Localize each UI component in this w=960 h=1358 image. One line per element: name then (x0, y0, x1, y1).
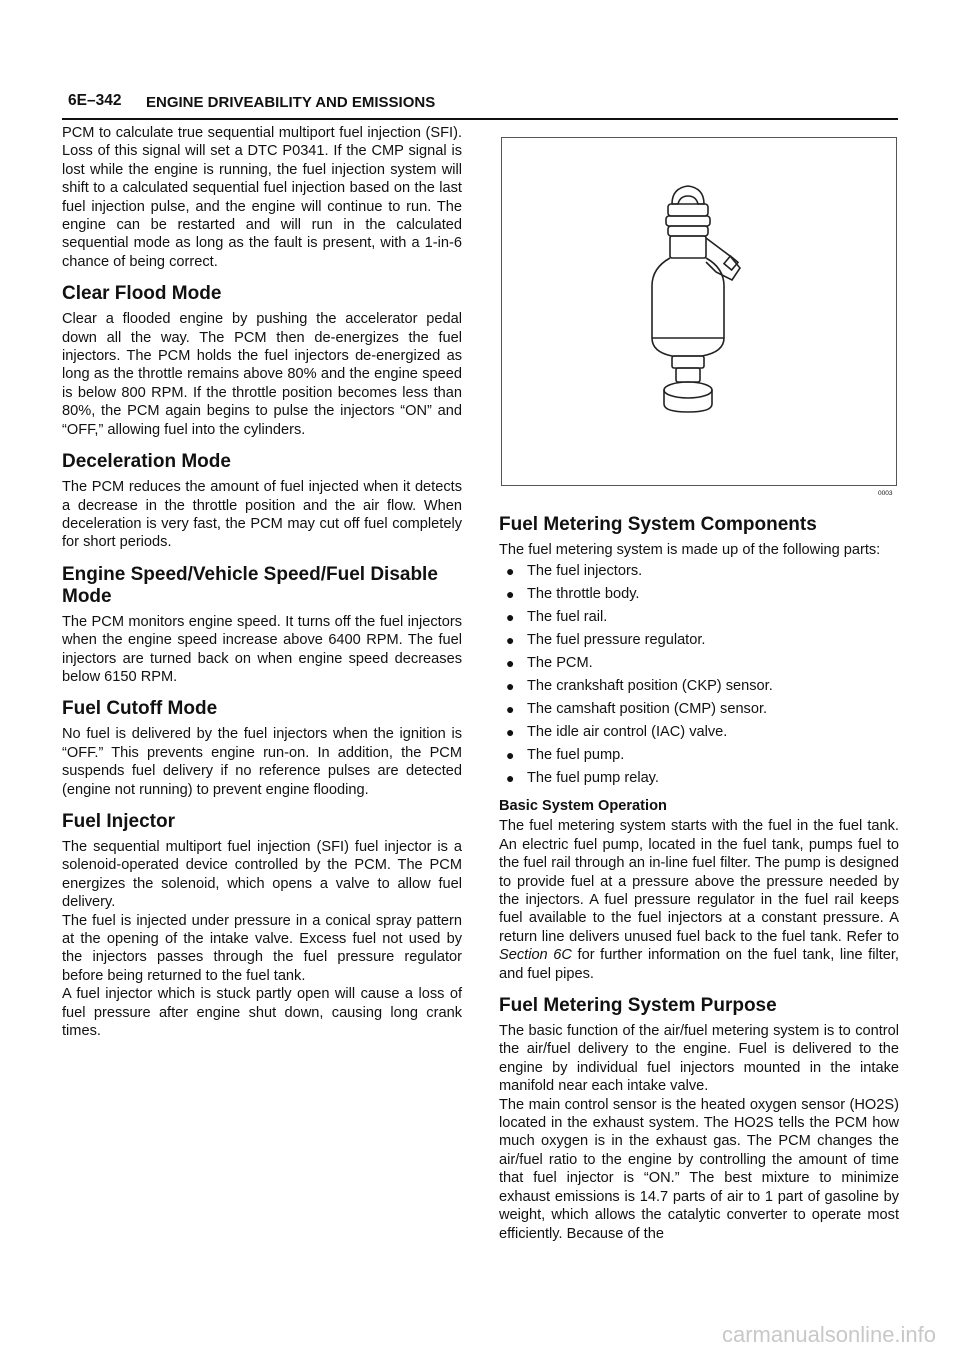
list-item: ● The PCM. (506, 655, 593, 672)
section-title-fuel-injector: Fuel Injector (62, 810, 175, 832)
figure-id: 0003 (878, 490, 893, 497)
components-list (499, 562, 899, 787)
bullet-icon: ● (506, 609, 515, 626)
section-body-deceleration: The PCM reduces the amount of fuel injected when it detects a decrease in the throttle position and the air flow. When deceleration is very fast, the PCM may cut off fuel completely for short periods. (62, 479, 462, 551)
bullet-icon: ● (506, 769, 515, 786)
section-body-fuel-injector-1: The sequential multiport fuel injection (SFI) fuel injector is a solenoid-operated device controlled by the PCM. The PCM energizes the solenoid, which opens a valve to allow fuel delivery. (62, 838, 462, 911)
footer-watermark: carmanualsonline.info (722, 1322, 937, 1347)
fuel-injector-figure (501, 137, 897, 486)
section-body-basic-operation: The fuel metering system starts with the fuel in the fuel tank. An electric fuel pump, located in the fuel tank, pumps fuel to the fuel rail through an in-line fuel filter. The pump is designed to provide fuel at a pressure above the pressure needed by the injectors. A fuel pressure regulator in the fuel rail keeps fuel available to the fuel injectors at a constant pressure. A return line delivers unused fuel back to the fuel tank. Refer to Section 6C for further information on the fuel tank, line filter, and fuel pipes. (499, 818, 899, 982)
section-body-purpose-1: The basic function of the air/fuel metering system is to control the air/fuel delivery to the engine. Fuel is delivered to the engine by individual fuel injectors mounted in the intake manifold near each intake valve. (499, 1023, 899, 1095)
list-item: ● The crankshaft position (CKP) sensor. (506, 677, 773, 694)
section-title-basic-operation: Basic System Operation (499, 797, 667, 814)
list-item: ● The fuel pump. (506, 746, 625, 763)
section-title-fuel-disable: Engine Speed/Vehicle Speed/Fuel Disable Mode (62, 563, 438, 607)
list-item: ● The fuel pump relay. (506, 769, 659, 786)
section-body-fuel-injector-3: A fuel injector which is stuck partly open will cause a loss of fuel pressure after engine shut down, causing long crank times. (62, 986, 462, 1040)
section-title-purpose: Fuel Metering System Purpose (499, 995, 777, 1017)
left-column (62, 124, 462, 1040)
list-item: ● The fuel pressure regulator. (506, 632, 706, 649)
bullet-icon: ● (506, 677, 515, 694)
right-column (499, 514, 899, 1243)
bullet-icon: ● (506, 700, 515, 717)
bullet-icon: ● (506, 746, 515, 763)
section-body-components: The fuel metering system is made up of the following parts: (499, 542, 881, 558)
intro-paragraph: PCM to calculate true sequential multiport fuel injection (SFI). Loss of this signal will set a DTC P0341. If the CMP signal is lost while the engine is running, the fuel injection system will shift to a calculated sequential fuel injection based on the last fuel injection pulse, and the engine will continue to run. The engine can be restarted and will run in the calculated sequential mode as long as the fault is present, with a 1-in-6 chance of being correct. (62, 125, 462, 270)
section-title-fuel-cutoff: Fuel Cutoff Mode (62, 698, 218, 720)
list-item: ● The idle air control (IAC) valve. (506, 723, 728, 740)
section-body-fuel-injector-2: The fuel is injected under pressure in a conical spray pattern at the opening of the intake valve. Excess fuel not used by the injectors passes through the fuel pressure regulator before being returned to the fuel tank. (62, 912, 462, 984)
bullet-icon: ● (506, 586, 515, 603)
list-item: ● The camshaft position (CMP) sensor. (506, 700, 768, 717)
bullet-icon: ● (506, 723, 515, 740)
list-item: ● The fuel injectors. (506, 563, 643, 580)
fuel-injector-illustration (502, 138, 896, 485)
list-item: ● The throttle body. (506, 586, 640, 603)
section-reference: Section 6C (499, 947, 572, 964)
list-item: ● The fuel rail. (506, 609, 608, 626)
page-title: ENGINE DRIVEABILITY AND EMISSIONS (146, 94, 436, 111)
bullet-icon: ● (506, 563, 515, 580)
section-title-components: Fuel Metering System Components (499, 514, 817, 535)
section-body-fuel-disable: The PCM monitors engine speed. It turns off the fuel injectors when the engine speed increase above 6400 RPM. The fuel injectors are turned back on when engine speed decreases below 6150 RPM. (62, 613, 462, 685)
page-header (62, 90, 898, 120)
section-title-clear-flood: Clear Flood Mode (62, 283, 222, 305)
section-body-purpose-2: The main control sensor is the heated oxygen sensor (HO2S) located in the exhaust system. The HO2S tells the PCM how much oxygen is in the exhaust gas. The PCM changes the air/fuel ratio to the engine by controlling the amount of time that fuel injector is “ON.” The best mixture to minimize exhaust emissions is 14.7 parts of air to 1 part of gasoline by weight, which allows the catalytic converter to operate most efficiently. Because of the (499, 1096, 899, 1242)
section-title-deceleration: Deceleration Mode (62, 451, 231, 473)
section-body-clear-flood: Clear a flooded engine by pushing the accelerator pedal down all the way. The PCM then de-energizes the fuel injectors. The PCM holds the fuel injectors de-energized as long as the throttle remains above 80% and the engine speed is below 800 RPM. If the throttle position becomes less than 80%, the PCM again begins to pulse the injectors “ON” and “OFF,” allowing fuel into the cylinders. (62, 311, 462, 438)
bullet-icon: ● (506, 632, 515, 649)
bullet-icon: ● (506, 655, 515, 672)
page-number: 6E–342 (68, 92, 122, 109)
section-body-fuel-cutoff: No fuel is delivered by the fuel injectors when the ignition is “OFF.” This prevents engine run-on. In addition, the PCM suspends fuel delivery if no reference pulses are detected (engine not running) to prevent engine flooding. (62, 726, 462, 798)
